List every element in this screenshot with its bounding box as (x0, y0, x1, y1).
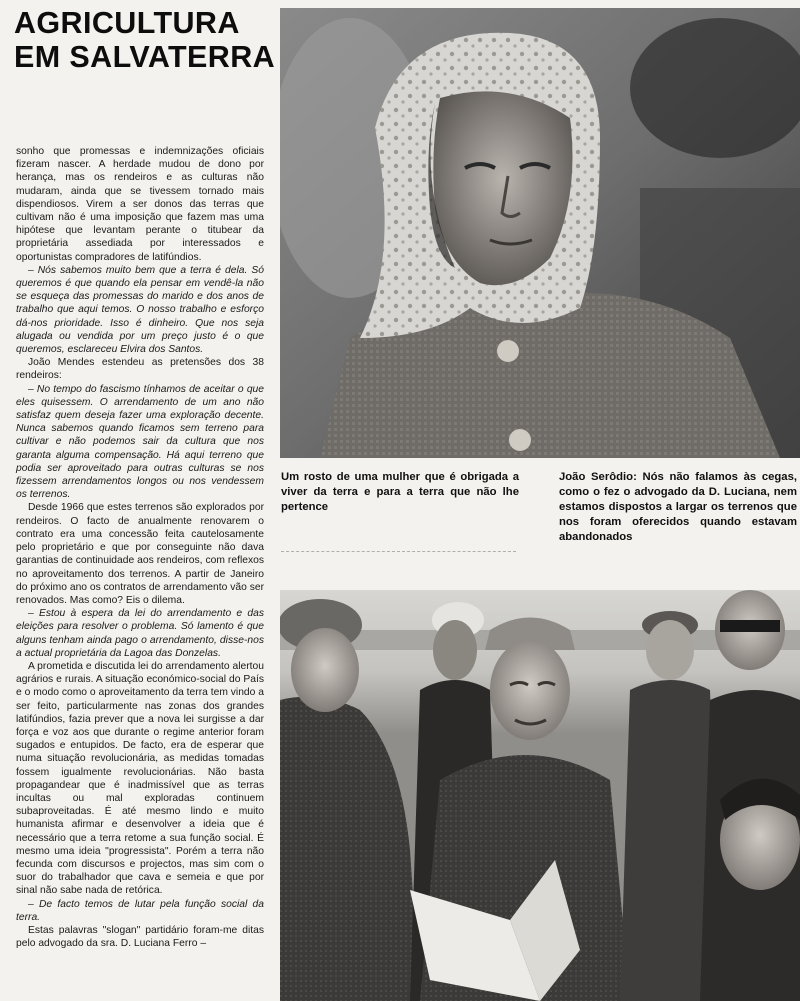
article-paragraph: Estas palavras "slogan" partidário foram-me ditas pelo advogado da sra. D. Luciana Ferro – (16, 924, 264, 950)
article-paragraph: Desde 1966 que estes terrenos são explorados por rendeiros. O facto de anualmente renovarem o contrato era uma concessão feita cautelosamente pelo proprietário e que por conseguinte não dava garantias de continuidade aos rendeiros, com reflexos no aproveitamento dos terrenos. A partir de Janeiro do próximo ano os contratos de arrendamento vão ser renovados. Mas como? Eis o dilema. (16, 502, 264, 606)
headline-line-1: AGRICULTURA (14, 6, 240, 40)
article-quote: – Estou à espera da lei do arrendamento e das eleições para resolver o problema. Só lamento é que alguns tenham ainda pago o arrendamento, disse-nos a actual proprietária da Lagoa das Donzelas. (16, 608, 264, 659)
article-quote: – Nós sabemos muito bem que a terra é dela. Só queremos é que quando ela pensar em vendê-la não se esqueça das promessas do marido e dos anos de trabalho que aqui temos. O nosso trabalho e esforço dá-nos prioridade. Isso é dinheiro. Que nos seja alugada ou vendida por um preço justo é o que queremos, esclareceu Elvira dos Santos. (16, 264, 264, 356)
article-paragraph: João Mendes estendeu as pretensões dos 38 rendeiros: (16, 357, 264, 382)
article-body (16, 145, 264, 950)
article-quote: – De facto temos de lutar pela função social da terra. (16, 898, 264, 923)
article-paragraph: sonho que promessas e indemnizações oficiais fizeram nascer. A herdade mudou de dono por herança, mas os rendeiros e as culturas não mudaram, ainda que se tivessem tornado mais dispendiosos. Virem a ser donos das terras que cultivam não é uma imposição que fazem mas uma hipótese que levantam perante o titubear da proprietária assediada por interessados e oportunistas compradores de latifúndios. (16, 146, 264, 263)
article-headline (14, 6, 276, 74)
headline-line-2: EM SALVATERRA (14, 40, 276, 74)
woman-portrait-photo (280, 8, 800, 458)
photo-caption-woman: Um rosto de uma mulher que é obrigada a viver da terra e para a terra que não lhe pertence (281, 471, 519, 513)
group-of-men-illustration (280, 590, 800, 1001)
divider-line (281, 551, 516, 552)
woman-portrait-illustration (280, 8, 800, 458)
photo-caption-joao-serodio: João Serôdio: Nós não falamos às cegas, como o fez o advogado da D. Luciana, nem estamos dispostos a largar os terrenos que nos foram oferecidos quando estavam abandonados (559, 471, 797, 543)
group-of-men-photo (280, 590, 800, 1001)
article-quote: – No tempo do fascismo tínhamos de aceitar o que eles quisessem. O arrendamento de um ano não satisfaz quem deseja fazer uma exploração decente. Nunca sabemos quando ficamos sem terreno para cultivar e não podemos sair da cultura que nos garanta alguma compensação. Há aqui terreno que podia ser aproveitado para outras culturas se nos fizessem arrendamentos longos ou nos vendessem os terrenos. (16, 383, 264, 501)
article-paragraph: A prometida e discutida lei do arrendamento alertou agrários e rurais. A situação económico-social do País e o modo como o aproveitamento da terra tem vindo a ser feito, particularmente nas zonas dos grandes latifúndios, fazia prever que a nova lei surgisse a dar força e voz aos que durante o regime anterior foram sugados e entupidos. De facto, era de esperar que numa situação revolucionária, as medidas tomadas fossem igualmente revolucionárias. Não basta propagandear que é inadmissível que as terras incultas ou mal exploradas continuem subaproveitadas. É até mesmo lindo e muito humanista afirmar e desenvolver a ideia que é necessário que a terra retome a sua função social. É mesmo uma ideia "progressista". Porém a terra não fecunda com discursos e projectos, mas sim com o suor do trabalhador que cava e semeia e que por sinal não sabe nada de retórica. (16, 660, 264, 897)
